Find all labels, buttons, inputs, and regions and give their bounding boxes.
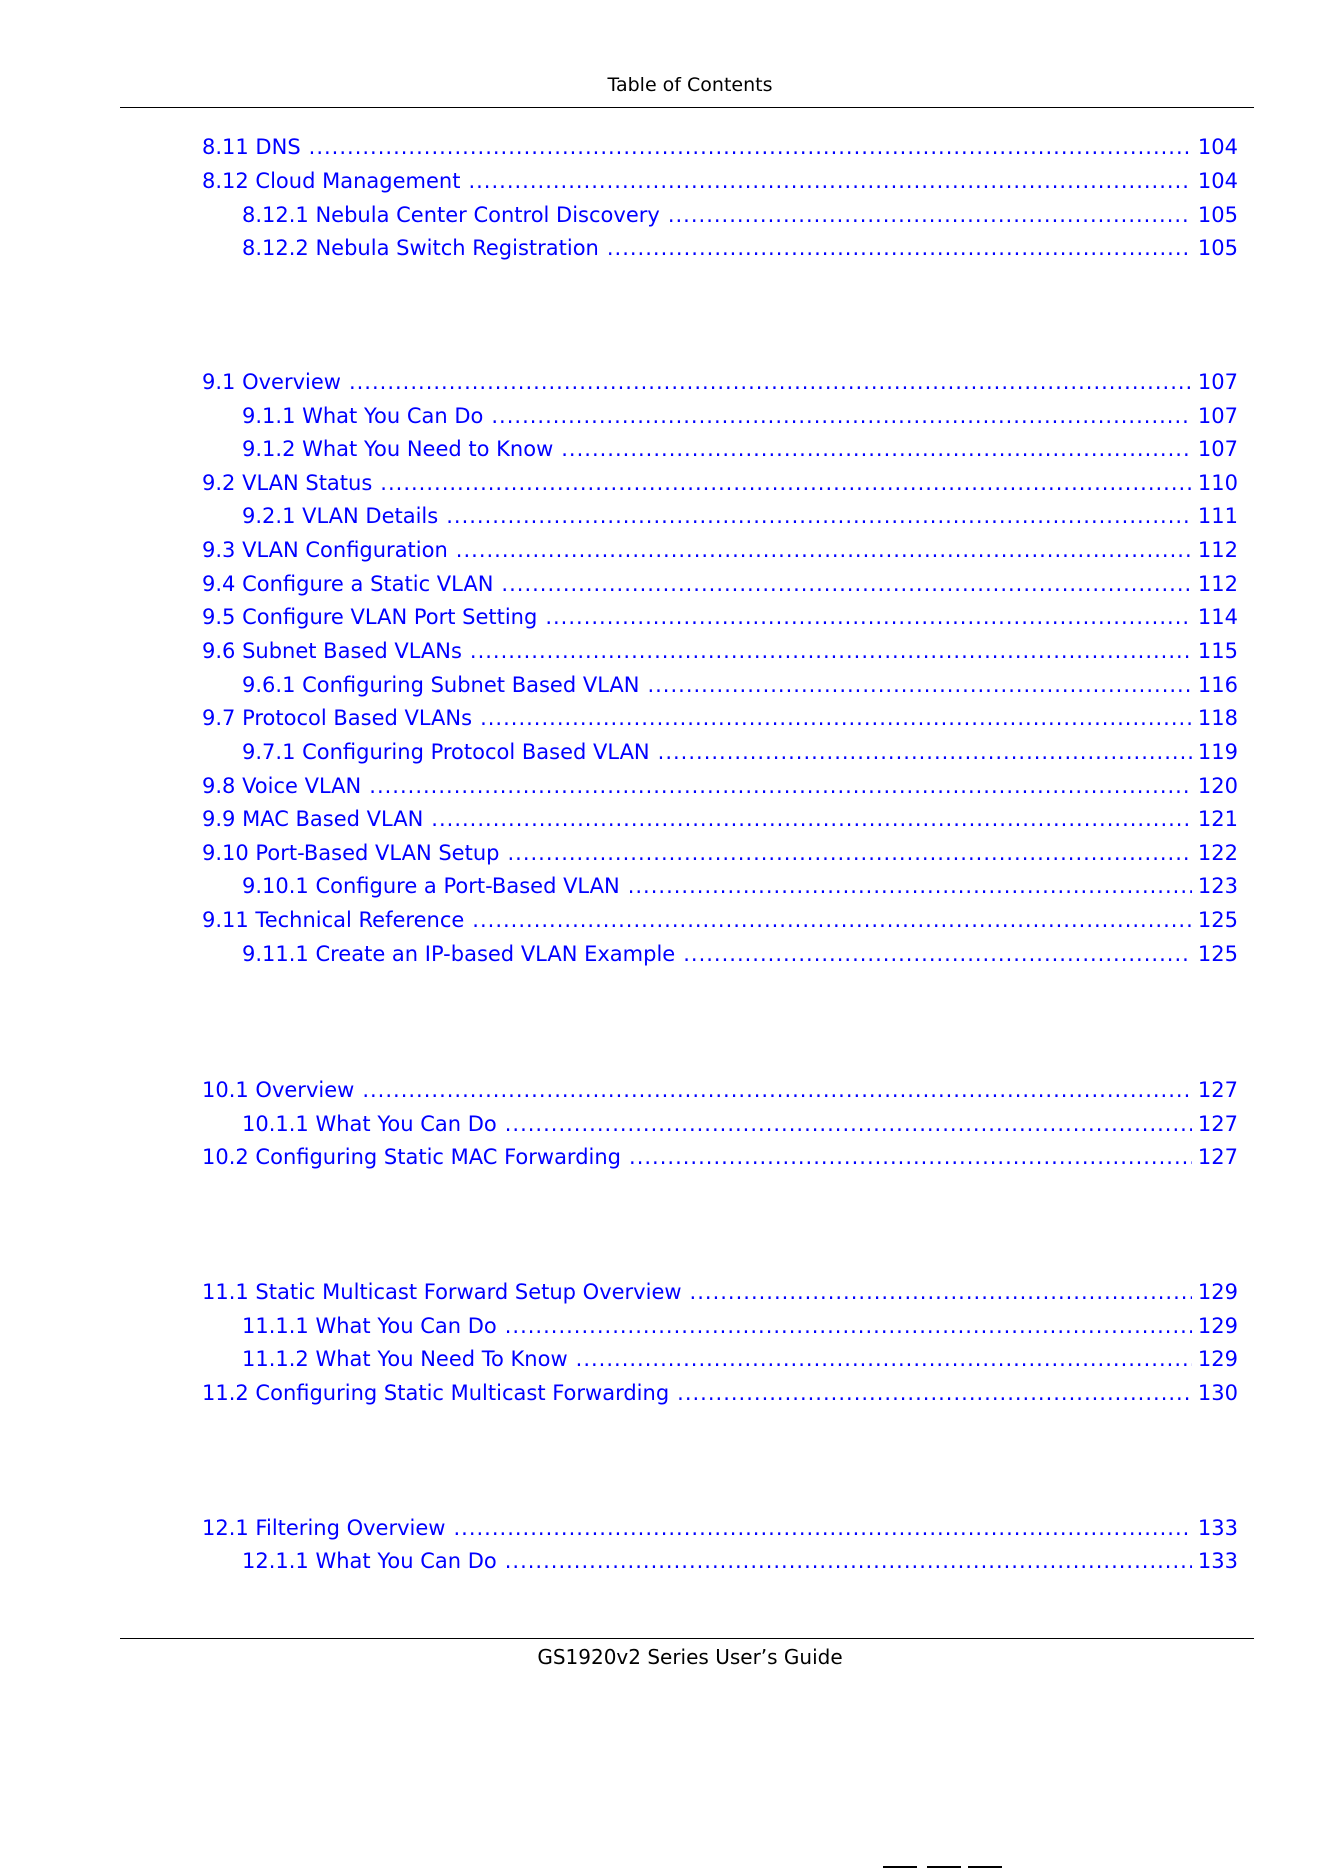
toc-page-number[interactable]: 127 <box>1197 1145 1238 1169</box>
toc-dot-leader <box>431 802 1192 836</box>
toc-entry-title[interactable]: 9.3 VLAN Configuration <box>202 538 448 562</box>
toc-dot-leader <box>501 567 1191 601</box>
toc-page-number[interactable]: 129 <box>1197 1280 1238 1304</box>
toc-page-number[interactable]: 116 <box>1197 673 1238 697</box>
toc-dot-leader <box>576 1342 1192 1376</box>
toc-dot-leader <box>647 668 1191 702</box>
toc-page-number[interactable]: 118 <box>1197 706 1238 730</box>
toc-dot-leader <box>472 903 1192 937</box>
toc-dot-leader <box>545 600 1192 634</box>
toc-page-number[interactable]: 107 <box>1197 370 1238 394</box>
toc-page-number[interactable]: 110 <box>1197 471 1238 495</box>
toc-dot-leader <box>491 399 1192 433</box>
toc-entry[interactable] <box>242 1309 1238 1343</box>
toc-entry[interactable] <box>242 1342 1238 1376</box>
toc-page-number[interactable]: 112 <box>1197 538 1238 562</box>
toc-page-number[interactable]: 127 <box>1197 1112 1238 1136</box>
toc-entry[interactable] <box>202 600 1238 634</box>
toc-entry[interactable] <box>242 1107 1238 1141</box>
toc-entry-title[interactable]: 10.2 Configuring Static MAC Forwarding <box>202 1145 622 1169</box>
toc-entry[interactable] <box>202 1073 1238 1107</box>
footer-title: GS1920v2 Series User’s Guide <box>537 1645 843 1669</box>
toc-page-number[interactable]: 122 <box>1197 841 1238 865</box>
toc-entry-title[interactable]: 12.1 Filtering Overview <box>202 1516 446 1540</box>
toc-entry-title[interactable]: 11.1.2 What You Need To Know <box>242 1347 568 1371</box>
toc-dot-leader <box>561 432 1192 466</box>
toc-page-number[interactable]: 105 <box>1197 203 1238 227</box>
toc-entry[interactable] <box>242 668 1238 702</box>
toc-entry[interactable] <box>242 735 1238 769</box>
toc-entry[interactable] <box>202 130 1238 164</box>
toc-dot-leader <box>369 769 1192 803</box>
toc-entry-title[interactable]: 10.1 Overview <box>202 1078 355 1102</box>
toc-entry-title[interactable]: 9.10.1 Configure a Port-Based VLAN <box>242 874 620 898</box>
toc-entry[interactable] <box>202 836 1238 870</box>
toc-page-number[interactable]: 125 <box>1197 908 1238 932</box>
toc-page-number[interactable]: 129 <box>1197 1347 1238 1371</box>
toc-dot-leader <box>658 735 1192 769</box>
toc-dot-leader <box>349 365 1192 399</box>
toc-entry[interactable] <box>242 198 1238 232</box>
toc-page-number[interactable]: 114 <box>1197 605 1238 629</box>
toc-page-number[interactable]: 105 <box>1197 236 1238 260</box>
toc-entry-title[interactable]: 11.1 Static Multicast Forward Setup Overview <box>202 1280 682 1304</box>
toc-dot-leader <box>683 937 1192 971</box>
toc-entry-title[interactable]: 9.11.1 Create an IP-based VLAN Example <box>242 942 676 966</box>
toc-dot-leader <box>480 701 1192 735</box>
toc-page-number[interactable]: 119 <box>1197 740 1238 764</box>
toc-dot-leader <box>607 231 1192 265</box>
toc-dot-leader <box>505 1309 1192 1343</box>
toc-dot-leader <box>446 499 1192 533</box>
toc-dot-leader <box>668 198 1192 232</box>
toc-dot-leader <box>628 869 1192 903</box>
toc-entry-title[interactable]: 9.2 VLAN Status <box>202 471 373 495</box>
toc-entry-title[interactable]: 9.1.2 What You Need to Know <box>242 437 554 461</box>
toc-page-number[interactable]: 104 <box>1197 169 1238 193</box>
toc-dot-leader <box>453 1511 1191 1545</box>
toc-entry-title[interactable]: 9.6 Subnet Based VLANs <box>202 639 462 663</box>
toc-page-number[interactable]: 107 <box>1197 437 1238 461</box>
toc-entry[interactable] <box>242 499 1238 533</box>
toc-entry[interactable] <box>202 1511 1238 1545</box>
toc-entry[interactable] <box>202 1140 1238 1174</box>
toc-entry[interactable] <box>242 399 1238 433</box>
toc-entry-title[interactable]: 12.1.1 What You Can Do <box>242 1549 497 1573</box>
toc-dot-leader <box>468 164 1191 198</box>
toc-entry[interactable] <box>202 466 1238 500</box>
toc-entry-title[interactable]: 8.12.1 Nebula Center Control Discovery <box>242 203 660 227</box>
toc-entry-title[interactable]: 8.12.2 Nebula Switch Registration <box>242 236 599 260</box>
toc-page-number[interactable]: 133 <box>1197 1549 1238 1573</box>
toc-page-number[interactable]: 133 <box>1197 1516 1238 1540</box>
scan-artifact <box>927 1866 961 1868</box>
toc-entry[interactable] <box>242 869 1238 903</box>
toc-entry[interactable] <box>202 634 1238 668</box>
toc-dot-leader <box>470 634 1192 668</box>
toc-entry[interactable] <box>202 769 1238 803</box>
toc-entry-title[interactable]: 9.2.1 VLAN Details <box>242 504 439 528</box>
toc-entry[interactable] <box>202 1376 1238 1410</box>
toc-entry-title[interactable]: 11.2 Configuring Static Multicast Forwarding <box>202 1381 670 1405</box>
toc-entry-title[interactable]: 10.1.1 What You Can Do <box>242 1112 497 1136</box>
toc-dot-leader <box>629 1140 1192 1174</box>
toc-dot-leader <box>362 1073 1192 1107</box>
toc-page-number[interactable]: 104 <box>1197 135 1238 159</box>
toc-page-number[interactable]: 127 <box>1197 1078 1238 1102</box>
toc-entry[interactable] <box>242 432 1238 466</box>
toc-entry[interactable] <box>202 903 1238 937</box>
toc-entry-title[interactable]: 9.4 Configure a Static VLAN <box>202 572 494 596</box>
toc-entry-title[interactable]: 9.1 Overview <box>202 370 341 394</box>
toc-entry-title[interactable]: 9.6.1 Configuring Subnet Based VLAN <box>242 673 640 697</box>
toc-entry-title[interactable]: 8.12 Cloud Management <box>202 169 461 193</box>
toc-entry[interactable] <box>202 1275 1238 1309</box>
toc-page-number[interactable]: 107 <box>1197 404 1238 428</box>
toc-entry-title[interactable]: 9.5 Configure VLAN Port Setting <box>202 605 538 629</box>
toc-entry-title[interactable]: 9.7 Protocol Based VLANs <box>202 706 473 730</box>
toc-dot-leader <box>507 836 1191 870</box>
toc-page-number[interactable]: 115 <box>1197 639 1238 663</box>
toc-entry-title[interactable]: 9.8 Voice VLAN <box>202 774 362 798</box>
scan-artifact <box>883 1866 917 1868</box>
toc-dot-leader <box>456 533 1192 567</box>
scan-artifact <box>968 1866 1002 1868</box>
toc-entry-title[interactable]: 8.11 DNS <box>202 135 301 159</box>
toc-entry-title[interactable]: 9.11 Technical Reference <box>202 908 465 932</box>
toc-page-number[interactable]: 121 <box>1197 807 1238 831</box>
toc-entry-title[interactable]: 9.10 Port-Based VLAN Setup <box>202 841 500 865</box>
toc-page-number[interactable]: 123 <box>1197 874 1238 898</box>
toc-entry-title[interactable]: 9.7.1 Configuring Protocol Based VLAN <box>242 740 650 764</box>
toc-entry[interactable] <box>202 701 1238 735</box>
toc-entry[interactable] <box>202 365 1238 399</box>
header-title: Table of Contents <box>607 74 773 96</box>
toc-entry[interactable] <box>202 533 1238 567</box>
toc-entry-title[interactable]: 11.1.1 What You Can Do <box>242 1314 497 1338</box>
toc-page-number[interactable]: 120 <box>1197 774 1238 798</box>
toc-page-number[interactable]: 125 <box>1197 942 1238 966</box>
toc-page-number[interactable]: 129 <box>1197 1314 1238 1338</box>
toc-dot-leader <box>677 1376 1192 1410</box>
toc-dot-leader <box>505 1544 1192 1578</box>
toc-dot-leader <box>690 1275 1192 1309</box>
toc-entry-title[interactable]: 9.9 MAC Based VLAN <box>202 807 424 831</box>
toc-entry-title[interactable]: 9.1.1 What You Can Do <box>242 404 484 428</box>
toc-entry[interactable] <box>242 1544 1238 1578</box>
toc-entry[interactable] <box>202 802 1238 836</box>
toc-entry[interactable] <box>202 567 1238 601</box>
toc-dot-leader <box>380 466 1192 500</box>
toc-page-number[interactable]: 112 <box>1197 572 1238 596</box>
toc-entry[interactable] <box>242 937 1238 971</box>
toc-entry[interactable] <box>242 231 1238 265</box>
toc-entry[interactable] <box>202 164 1238 198</box>
toc-page-number[interactable]: 111 <box>1197 504 1238 528</box>
toc-dot-leader <box>309 130 1192 164</box>
toc-page-number[interactable]: 130 <box>1197 1381 1238 1405</box>
toc-dot-leader <box>505 1107 1192 1141</box>
